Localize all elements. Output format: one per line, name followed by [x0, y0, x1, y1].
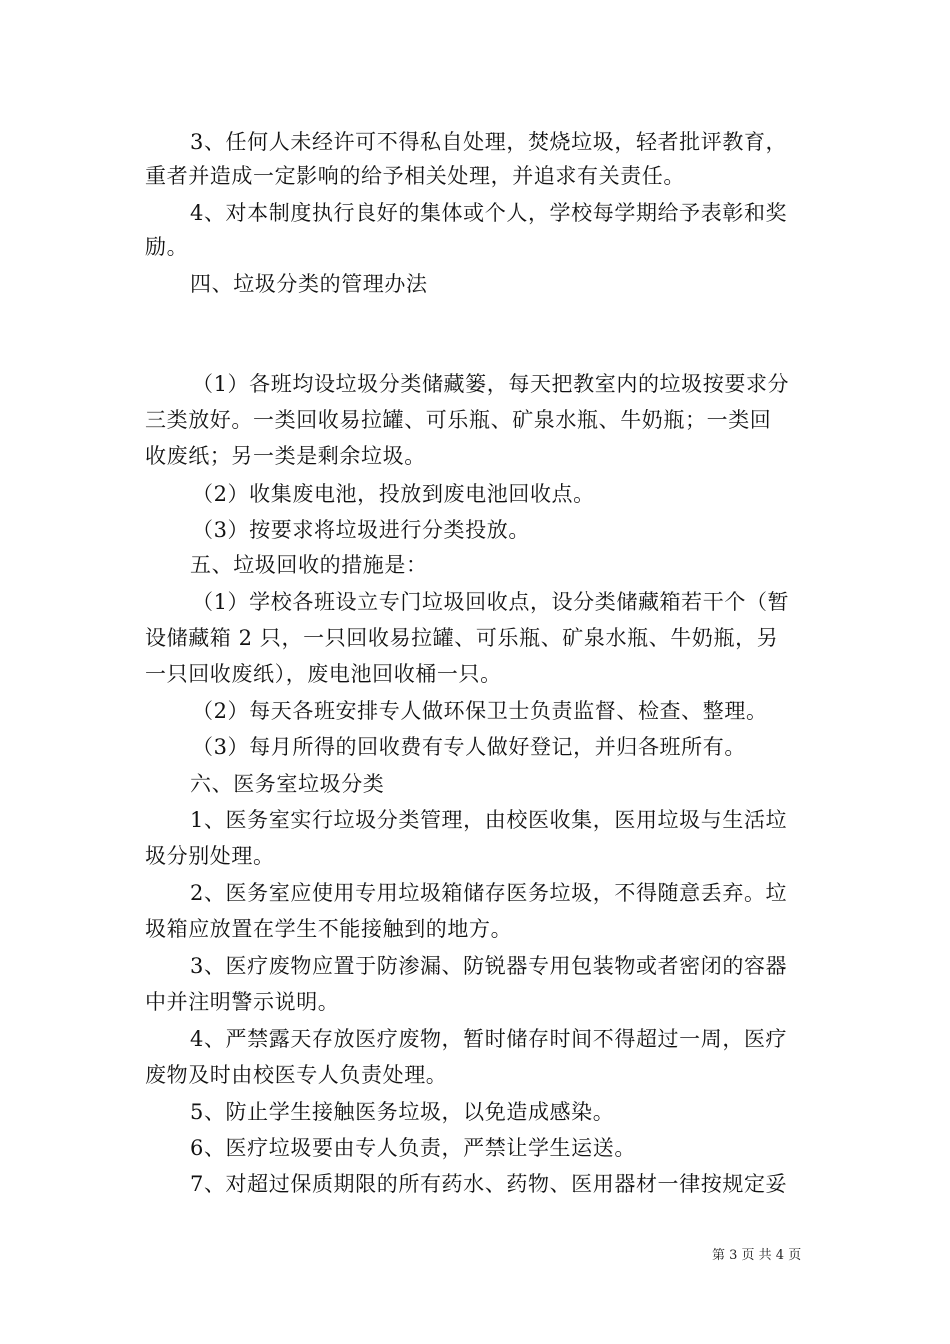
section-heading: 六、医务室垃圾分类	[190, 772, 385, 796]
paragraph-line: （1）学校各班设立专门垃圾回收点，设分类储藏箱若干个（暂	[192, 590, 790, 614]
paragraph-line: 设储藏箱 2 只，一只回收易拉罐、可乐瓶、矿泉水瓶、牛奶瓶，另	[145, 626, 779, 650]
paragraph-line: （3）每月所得的回收费有专人做好登记，并归各班所有。	[192, 735, 746, 759]
paragraph-line: 7、对超过保质期限的所有药水、药物、医用器材一律按规定妥	[190, 1172, 788, 1196]
paragraph-line: 三类放好。一类回收易拉罐、可乐瓶、矿泉水瓶、牛奶瓶；一类回	[145, 408, 772, 432]
section-heading: 四、垃圾分类的管理办法	[190, 272, 428, 296]
paragraph-line: （2）收集废电池，投放到废电池回收点。	[192, 482, 595, 506]
paragraph-line: 1、医务室实行垃圾分类管理，由校医收集，医用垃圾与生活垃	[190, 808, 788, 832]
paragraph-line: 4、严禁露天存放医疗废物，暂时储存时间不得超过一周，医疗	[190, 1027, 788, 1051]
paragraph-line: 6、医疗垃圾要由专人负责，严禁让学生运送。	[190, 1136, 636, 1160]
paragraph-line: 圾箱应放置在学生不能接触到的地方。	[145, 917, 513, 941]
paragraph-line: 4、对本制度执行良好的集体或个人，学校每学期给予表彰和奖	[190, 201, 788, 225]
paragraph-line: （1）各班均设垃圾分类储藏篓，每天把教室内的垃圾按要求分	[192, 372, 790, 396]
paragraph-line: 重者并造成一定影响的给予相关处理，并追求有关责任。	[145, 164, 685, 188]
paragraph-line: 收废纸；另一类是剩余垃圾。	[145, 444, 426, 468]
paragraph-line: 5、防止学生接触医务垃圾，以免造成感染。	[190, 1100, 615, 1124]
paragraph-line: 3、任何人未经许可不得私自处理，焚烧垃圾，轻者批评教育，	[190, 130, 788, 154]
paragraph-line: 一只回收废纸），废电池回收桶一只。	[145, 662, 502, 686]
paragraph-line: 中并注明警示说明。	[145, 990, 340, 1014]
paragraph-line: 3、医疗废物应置于防渗漏、防锐器专用包装物或者密闭的容器	[190, 954, 788, 978]
paragraph-line: 励。	[145, 235, 189, 259]
page-number-footer: 第 3 页 共 4 页	[712, 1248, 802, 1263]
section-heading: 五、垃圾回收的措施是：	[190, 553, 428, 577]
paragraph-line: 圾分别处理。	[145, 844, 275, 868]
paragraph-line: 废物及时由校医专人负责处理。	[145, 1063, 448, 1087]
paragraph-line: （3）按要求将垃圾进行分类投放。	[192, 518, 530, 542]
paragraph-line: 2、医务室应使用专用垃圾箱储存医务垃圾，不得随意丢弃。垃	[190, 881, 788, 905]
paragraph-line: （2）每天各班安排专人做环保卫士负责监督、检查、整理。	[192, 699, 768, 723]
